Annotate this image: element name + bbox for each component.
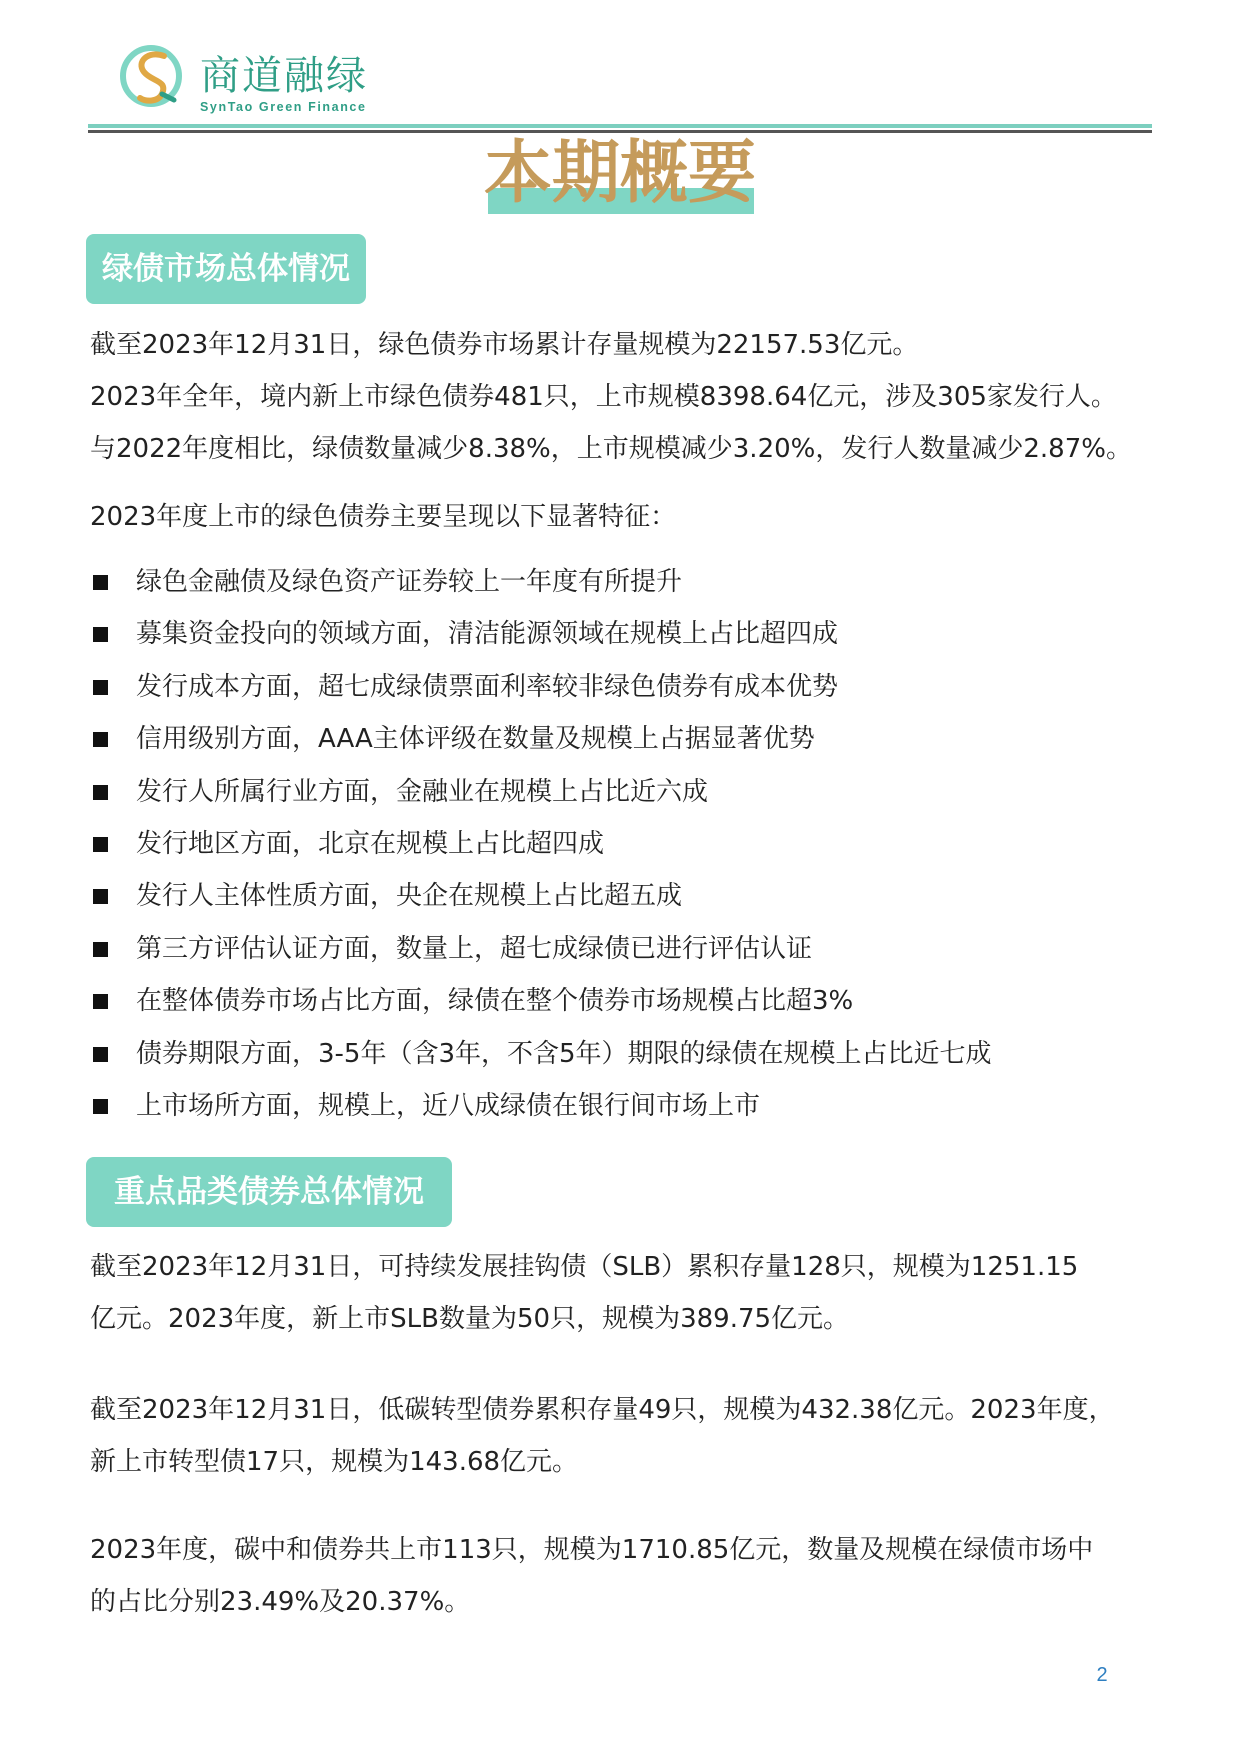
text-line: 截至2023年12月31日，低碳转型债券累积存量49只，规模为432.38亿元。2023年度， — [90, 1395, 1115, 1425]
square-bullet-icon — [93, 680, 108, 695]
list-item — [90, 923, 992, 975]
text-line: 截至2023年12月31日，绿色债券市场累计存量规模为22157.53亿元。 — [90, 330, 919, 360]
logo-mark-icon — [118, 40, 188, 112]
header-rule-dark — [88, 130, 1152, 133]
page-number: 2 — [1096, 1664, 1108, 1686]
list-item-text: 上市场所方面，规模上，近八成绿债在银行间市场上市 — [136, 1090, 761, 1121]
square-bullet-icon — [93, 1099, 108, 1114]
features-intro: 2023年度上市的绿色债券主要呈现以下显著特征： — [90, 502, 677, 532]
list-item — [90, 975, 992, 1027]
feature-bullet-list — [90, 556, 992, 1132]
list-item — [90, 713, 992, 765]
square-bullet-icon — [93, 575, 108, 590]
list-item-text: 债券期限方面，3-5年（含3年，不含5年）期限的绿债在规模上占比近七成 — [136, 1038, 992, 1069]
square-bullet-icon — [93, 1047, 108, 1062]
company-logo — [118, 40, 518, 120]
list-item-text: 发行人所属行业方面，金融业在规模上占比近六成 — [136, 776, 709, 807]
carbon-neutral-paragraph — [90, 1524, 1200, 1628]
list-item — [90, 818, 992, 870]
list-item — [90, 608, 992, 660]
section-heading-key-categories: 重点品类债券总体情况 — [86, 1157, 452, 1227]
list-item-text: 发行地区方面，北京在规模上占比超四成 — [136, 828, 605, 859]
text-line: 截至2023年12月31日，可持续发展挂钩债（SLB）累积存量128只，规模为1251.15 — [90, 1252, 1079, 1282]
list-item-text: 绿色金融债及绿色资产证券较上一年度有所提升 — [136, 567, 683, 597]
list-item — [90, 1080, 992, 1132]
header-rule-accent — [88, 124, 1152, 128]
list-item — [90, 661, 992, 713]
square-bullet-icon — [93, 785, 108, 800]
text-line: 2023年度，碳中和债券共上市113只，规模为1710.85亿元，数量及规模在绿债市场中 — [90, 1535, 1094, 1565]
transition-bond-paragraph — [90, 1384, 1200, 1488]
text-line: 与2022年度相比，绿债数量减少8.38%，上市规模减少3.20%，发行人数量减少2.87%。 — [90, 434, 1132, 464]
logo-name: 商道融绿 — [200, 53, 368, 99]
list-item-text: 在整体债券市场占比方面，绿债在整个债券市场规模占比超3% — [136, 986, 854, 1017]
logo-subtitle: SynTao Green Finance — [200, 100, 367, 114]
list-item — [90, 766, 992, 818]
list-item — [90, 556, 992, 608]
page-title: 本期概要 — [483, 134, 756, 213]
square-bullet-icon — [93, 942, 108, 957]
square-bullet-icon — [93, 627, 108, 642]
list-item-text: 第三方评估认证方面，数量上，超七成绿债已进行评估认证 — [136, 933, 813, 964]
square-bullet-icon — [93, 837, 108, 852]
square-bullet-icon — [93, 994, 108, 1009]
square-bullet-icon — [93, 732, 108, 747]
section-heading-green-bond-market: 绿债市场总体情况 — [86, 234, 366, 304]
market-overview-paragraph — [90, 319, 1200, 475]
text-line: 新上市转型债17只，规模为143.68亿元。 — [90, 1447, 579, 1477]
text-line: 亿元。2023年度，新上市SLB数量为50只，规模为389.75亿元。 — [90, 1304, 850, 1334]
list-item-text: 信用级别方面，AAA主体评级在数量及规模上占据显著优势 — [136, 724, 815, 755]
text-line: 2023年全年，境内新上市绿色债券481只，上市规模8398.64亿元，涉及305家发行人。 — [90, 382, 1117, 412]
list-item — [90, 1028, 992, 1080]
list-item — [90, 870, 992, 922]
list-item-text: 募集资金投向的领域方面，清洁能源领域在规模上占比超四成 — [136, 619, 839, 650]
slb-paragraph — [90, 1241, 1200, 1345]
list-item-text: 发行成本方面，超七成绿债票面利率较非绿色债券有成本优势 — [136, 671, 839, 702]
square-bullet-icon — [93, 889, 108, 904]
text-line: 的占比分别23.49%及20.37%。 — [90, 1587, 471, 1617]
list-item-text: 发行人主体性质方面，央企在规模上占比超五成 — [136, 881, 683, 912]
